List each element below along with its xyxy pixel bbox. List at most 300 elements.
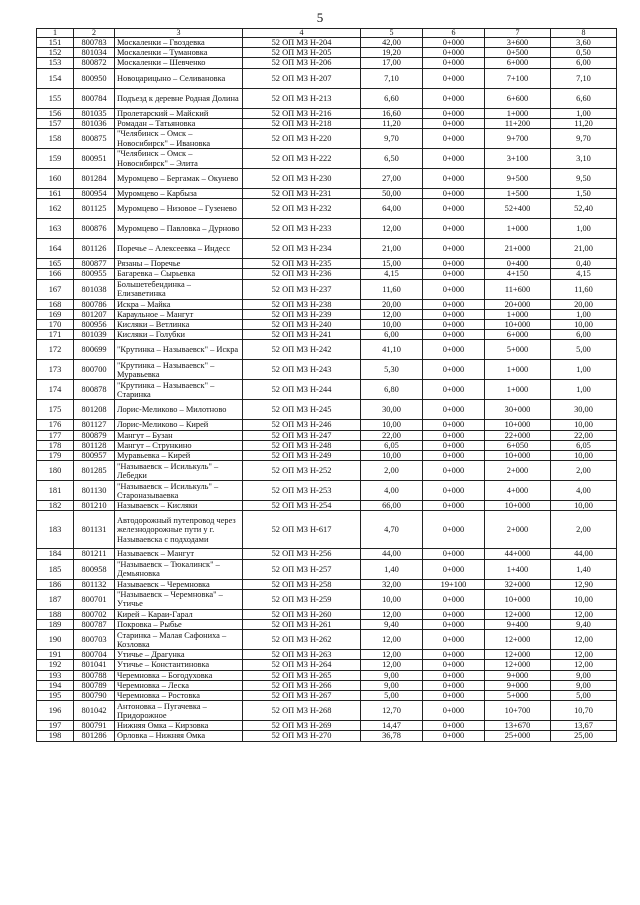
road-name: Пролетарский – Майский (115, 108, 243, 118)
column-number: 8 (551, 29, 617, 38)
start-km: 0+000 (423, 650, 485, 660)
row-number: 193 (37, 670, 74, 680)
road-code: 800791 (74, 721, 115, 731)
start-km: 19+100 (423, 579, 485, 589)
road-code: 800787 (74, 620, 115, 630)
start-km: 0+000 (423, 721, 485, 731)
section-length: 3,60 (551, 38, 617, 48)
section-length: 30,00 (551, 400, 617, 420)
row-number: 179 (37, 451, 74, 461)
road-length: 5,00 (361, 691, 423, 701)
road-id: 52 ОП МЗ Н-249 (243, 451, 361, 461)
section-length: 2,00 (551, 461, 617, 481)
section-length: 22,00 (551, 430, 617, 440)
end-km: 2+000 (485, 461, 551, 481)
section-length: 10,00 (551, 320, 617, 330)
section-length: 12,00 (551, 660, 617, 670)
road-id: 52 ОП МЗ Н-231 (243, 189, 361, 199)
row-number: 194 (37, 680, 74, 690)
road-length: 12,70 (361, 701, 423, 721)
road-id: 52 ОП МЗ Н-213 (243, 88, 361, 108)
road-id: 52 ОП МЗ Н-222 (243, 149, 361, 169)
page-number: 5 (316, 10, 324, 25)
start-km: 0+000 (423, 380, 485, 400)
start-km: 0+000 (423, 108, 485, 118)
road-length: 6,50 (361, 149, 423, 169)
start-km: 0+000 (423, 118, 485, 128)
road-length: 4,00 (361, 481, 423, 501)
end-km: 3+100 (485, 149, 551, 169)
road-id: 52 ОП МЗ Н-265 (243, 670, 361, 680)
road-name: Черемновка – Ростовка (115, 691, 243, 701)
table-row (37, 511, 617, 549)
table-row (37, 68, 617, 88)
road-name: Кирей – Караи-Гарал (115, 609, 243, 619)
end-km: 10+000 (485, 320, 551, 330)
road-code: 800784 (74, 88, 115, 108)
road-id: 52 ОП МЗ Н-244 (243, 380, 361, 400)
road-name: Покровка – Рыбье (115, 620, 243, 630)
road-length: 9,00 (361, 680, 423, 690)
road-length: 7,10 (361, 68, 423, 88)
road-length: 10,00 (361, 451, 423, 461)
road-code: 801131 (74, 511, 115, 549)
road-name: Ромадан – Татьяновка (115, 118, 243, 128)
road-code: 800958 (74, 559, 115, 579)
start-km: 0+000 (423, 239, 485, 259)
end-km: 4+000 (485, 481, 551, 501)
road-length: 32,00 (361, 579, 423, 589)
road-name: Антоновка – Пугачевка – Придорожное (115, 701, 243, 721)
end-km: 25+000 (485, 731, 551, 741)
end-km: 1+500 (485, 189, 551, 199)
road-name: Муромцево – Бергамак – Окунево (115, 169, 243, 189)
section-length: 10,00 (551, 501, 617, 511)
table-row (37, 58, 617, 68)
road-id: 52 ОП МЗ Н-232 (243, 199, 361, 219)
road-code: 800699 (74, 340, 115, 360)
road-id: 52 ОП МЗ Н-266 (243, 680, 361, 690)
section-length: 1,00 (551, 108, 617, 118)
start-km: 0+000 (423, 461, 485, 481)
row-number: 185 (37, 559, 74, 579)
end-km: 10+000 (485, 451, 551, 461)
table-row (37, 38, 617, 48)
end-km: 10+000 (485, 589, 551, 609)
start-km: 0+000 (423, 189, 485, 199)
section-length: 12,00 (551, 630, 617, 650)
road-id: 52 ОП МЗ Н-247 (243, 430, 361, 440)
section-length: 9,70 (551, 129, 617, 149)
road-name: "Называевск – Черемновка" – Утичье (115, 589, 243, 609)
road-name: Искра – Майка (115, 299, 243, 309)
road-code: 801128 (74, 440, 115, 450)
row-number: 159 (37, 149, 74, 169)
end-km: 9+700 (485, 129, 551, 149)
road-id: 52 ОП МЗ Н-205 (243, 48, 361, 58)
road-name: Подъезд к деревне Родная Долина (115, 88, 243, 108)
road-length: 9,00 (361, 670, 423, 680)
road-code: 800872 (74, 58, 115, 68)
road-id: 52 ОП МЗ Н-261 (243, 620, 361, 630)
road-length: 12,00 (361, 219, 423, 239)
end-km: 1+000 (485, 219, 551, 239)
road-length: 15,00 (361, 259, 423, 269)
row-number: 173 (37, 360, 74, 380)
start-km: 0+000 (423, 420, 485, 430)
road-name: Муромцево – Карбыза (115, 189, 243, 199)
column-number: 2 (74, 29, 115, 38)
road-code: 800877 (74, 259, 115, 269)
section-length: 5,00 (551, 691, 617, 701)
road-length: 27,00 (361, 169, 423, 189)
road-name: Лорис-Меликово – Милотново (115, 400, 243, 420)
row-number: 182 (37, 501, 74, 511)
end-km: 0+500 (485, 48, 551, 58)
road-code: 800700 (74, 360, 115, 380)
row-number: 152 (37, 48, 74, 58)
table-row (37, 269, 617, 279)
row-number: 169 (37, 309, 74, 319)
row-number: 167 (37, 279, 74, 299)
row-number: 183 (37, 511, 74, 549)
section-length: 21,00 (551, 239, 617, 259)
road-id: 52 ОП МЗ Н-218 (243, 118, 361, 128)
row-number: 165 (37, 259, 74, 269)
start-km: 0+000 (423, 320, 485, 330)
start-km: 0+000 (423, 549, 485, 559)
road-id: 52 ОП МЗ Н-241 (243, 330, 361, 340)
section-length: 12,90 (551, 579, 617, 589)
road-id: 52 ОП МЗ Н-267 (243, 691, 361, 701)
road-length: 10,00 (361, 420, 423, 430)
row-number: 190 (37, 630, 74, 650)
road-name: Мангут – Стрункино (115, 440, 243, 450)
start-km: 0+000 (423, 68, 485, 88)
table-row (37, 670, 617, 680)
road-length: 9,70 (361, 129, 423, 149)
table-row (37, 721, 617, 731)
start-km: 0+000 (423, 660, 485, 670)
section-length: 1,00 (551, 219, 617, 239)
end-km: 3+600 (485, 38, 551, 48)
road-length: 20,00 (361, 299, 423, 309)
start-km: 0+000 (423, 309, 485, 319)
road-id: 52 ОП МЗ Н-237 (243, 279, 361, 299)
table-row (37, 420, 617, 430)
row-number: 177 (37, 430, 74, 440)
start-km: 0+000 (423, 58, 485, 68)
table-row (37, 400, 617, 420)
end-km: 12+000 (485, 630, 551, 650)
column-number: 7 (485, 29, 551, 38)
row-number: 164 (37, 239, 74, 259)
road-code: 800703 (74, 630, 115, 650)
start-km: 0+000 (423, 38, 485, 48)
table-row (37, 330, 617, 340)
table-row (37, 680, 617, 690)
road-code: 800790 (74, 691, 115, 701)
end-km: 52+400 (485, 199, 551, 219)
road-name: Кисляки – Ветлинка (115, 320, 243, 330)
start-km: 0+000 (423, 400, 485, 420)
road-length: 44,00 (361, 549, 423, 559)
road-name: Черемновка – Леска (115, 680, 243, 690)
section-length: 13,67 (551, 721, 617, 731)
table-row (37, 129, 617, 149)
section-length: 44,00 (551, 549, 617, 559)
end-km: 12+000 (485, 660, 551, 670)
road-length: 5,30 (361, 360, 423, 380)
road-length: 12,00 (361, 609, 423, 619)
road-name: "Крутинка – Называевск" – Искра (115, 340, 243, 360)
table-row (37, 430, 617, 440)
table-row (37, 549, 617, 559)
road-length: 2,00 (361, 461, 423, 481)
road-code: 801039 (74, 330, 115, 340)
column-number: 6 (423, 29, 485, 38)
end-km: 44+000 (485, 549, 551, 559)
road-code: 801127 (74, 420, 115, 430)
row-number: 154 (37, 68, 74, 88)
end-km: 9+000 (485, 670, 551, 680)
start-km: 0+000 (423, 481, 485, 501)
road-code: 800955 (74, 269, 115, 279)
road-length: 64,00 (361, 199, 423, 219)
road-code: 800951 (74, 149, 115, 169)
start-km: 0+000 (423, 680, 485, 690)
road-name: Новоцарицыно – Селивановка (115, 68, 243, 88)
row-number: 172 (37, 340, 74, 360)
table-row (37, 481, 617, 501)
end-km: 4+150 (485, 269, 551, 279)
road-id: 52 ОП МЗ Н-253 (243, 481, 361, 501)
row-number: 184 (37, 549, 74, 559)
start-km: 0+000 (423, 199, 485, 219)
table-row (37, 340, 617, 360)
road-code: 801126 (74, 239, 115, 259)
start-km: 0+000 (423, 731, 485, 741)
road-length: 12,00 (361, 630, 423, 650)
road-name: "Называевск – Исилькуль" – Староназываевка (115, 481, 243, 501)
road-name: Рязаны – Поречье (115, 259, 243, 269)
road-name: Черемновка – Богодуховка (115, 670, 243, 680)
road-name: Муравьевка – Кирей (115, 451, 243, 461)
road-code: 801042 (74, 701, 115, 721)
road-name: Кисляки – Голубки (115, 330, 243, 340)
row-number: 180 (37, 461, 74, 481)
end-km: 1+000 (485, 309, 551, 319)
road-code: 801132 (74, 579, 115, 589)
roads-table (36, 28, 617, 742)
table-row (37, 451, 617, 461)
start-km: 0+000 (423, 340, 485, 360)
section-length: 25,00 (551, 731, 617, 741)
section-length: 10,00 (551, 451, 617, 461)
end-km: 21+000 (485, 239, 551, 259)
column-number: 5 (361, 29, 423, 38)
road-length: 14,47 (361, 721, 423, 731)
start-km: 0+000 (423, 609, 485, 619)
end-km: 7+100 (485, 68, 551, 88)
road-code: 800701 (74, 589, 115, 609)
road-code: 800876 (74, 219, 115, 239)
end-km: 6+000 (485, 330, 551, 340)
road-id: 52 ОП МЗ Н-238 (243, 299, 361, 309)
table-row (37, 299, 617, 309)
table-row (37, 501, 617, 511)
end-km: 1+000 (485, 380, 551, 400)
start-km: 0+000 (423, 701, 485, 721)
table-row (37, 660, 617, 670)
road-id: 52 ОП МЗ Н-263 (243, 650, 361, 660)
table-row (37, 259, 617, 269)
section-length: 0,50 (551, 48, 617, 58)
road-code: 800954 (74, 189, 115, 199)
road-name: Старинка – Малая Сафониха – Козловка (115, 630, 243, 650)
end-km: 1+000 (485, 108, 551, 118)
road-code: 801125 (74, 199, 115, 219)
section-length: 9,40 (551, 620, 617, 630)
road-name: Поречье – Алексеевка – Индесс (115, 239, 243, 259)
section-length: 1,40 (551, 559, 617, 579)
start-km: 0+000 (423, 451, 485, 461)
table-row (37, 118, 617, 128)
end-km: 2+000 (485, 511, 551, 549)
road-code: 800702 (74, 609, 115, 619)
section-length: 12,00 (551, 650, 617, 660)
road-code: 800783 (74, 38, 115, 48)
section-length: 10,00 (551, 589, 617, 609)
row-number: 189 (37, 620, 74, 630)
road-name: Москаленки – Тумановка (115, 48, 243, 58)
road-id: 52 ОП МЗ Н-233 (243, 219, 361, 239)
section-length: 1,50 (551, 189, 617, 199)
road-name: Называевск – Черемновка (115, 579, 243, 589)
end-km: 6+050 (485, 440, 551, 450)
table-row (37, 620, 617, 630)
road-length: 12,00 (361, 650, 423, 660)
row-number: 191 (37, 650, 74, 660)
row-number: 151 (37, 38, 74, 48)
road-length: 10,00 (361, 589, 423, 609)
row-number: 186 (37, 579, 74, 589)
end-km: 9+500 (485, 169, 551, 189)
road-id: 52 ОП МЗ Н-246 (243, 420, 361, 430)
road-name: Утичье – Драгунка (115, 650, 243, 660)
end-km: 30+000 (485, 400, 551, 420)
row-number: 166 (37, 269, 74, 279)
row-number: 176 (37, 420, 74, 430)
section-length: 0,40 (551, 259, 617, 269)
road-name: Утичье – Константиновка (115, 660, 243, 670)
road-length: 6,80 (361, 380, 423, 400)
road-length: 9,40 (361, 620, 423, 630)
road-id: 52 ОП МЗ Н-235 (243, 259, 361, 269)
end-km: 20+000 (485, 299, 551, 309)
road-id: 52 ОП МЗ Н-236 (243, 269, 361, 279)
road-length: 22,00 (361, 430, 423, 440)
column-number: 4 (243, 29, 361, 38)
table-row (37, 279, 617, 299)
table-row (37, 701, 617, 721)
column-number: 3 (115, 29, 243, 38)
road-id: 52 ОП МЗ Н-248 (243, 440, 361, 450)
table-row (37, 309, 617, 319)
table-row (37, 630, 617, 650)
section-length: 7,10 (551, 68, 617, 88)
end-km: 12+000 (485, 609, 551, 619)
road-length: 10,00 (361, 320, 423, 330)
road-code: 800875 (74, 129, 115, 149)
road-length: 4,70 (361, 511, 423, 549)
end-km: 10+700 (485, 701, 551, 721)
road-name: "Крутинка – Называевск" – Старинка (115, 380, 243, 400)
end-km: 10+000 (485, 501, 551, 511)
end-km: 11+600 (485, 279, 551, 299)
road-id: 52 ОП МЗ Н-243 (243, 360, 361, 380)
road-id: 52 ОП МЗ Н-234 (243, 239, 361, 259)
table-row (37, 461, 617, 481)
row-number: 158 (37, 129, 74, 149)
road-id: 52 ОП МЗ Н-204 (243, 38, 361, 48)
row-number: 196 (37, 701, 74, 721)
road-length: 36,78 (361, 731, 423, 741)
end-km: 22+000 (485, 430, 551, 440)
table-row (37, 149, 617, 169)
start-km: 0+000 (423, 511, 485, 549)
section-length: 9,50 (551, 169, 617, 189)
road-length: 16,60 (361, 108, 423, 118)
road-length: 6,05 (361, 440, 423, 450)
row-number: 197 (37, 721, 74, 731)
road-id: 52 ОП МЗ Н-260 (243, 609, 361, 619)
row-number: 174 (37, 380, 74, 400)
section-length: 3,10 (551, 149, 617, 169)
section-length: 10,00 (551, 420, 617, 430)
end-km: 6+000 (485, 58, 551, 68)
road-id: 52 ОП МЗ Н-259 (243, 589, 361, 609)
end-km: 5+000 (485, 691, 551, 701)
row-number: 162 (37, 199, 74, 219)
end-km: 10+000 (485, 420, 551, 430)
section-length: 5,00 (551, 340, 617, 360)
road-name: "Называевск – Исилькуль" – Лебедки (115, 461, 243, 481)
road-code: 801041 (74, 660, 115, 670)
start-km: 0+000 (423, 129, 485, 149)
road-length: 41,10 (361, 340, 423, 360)
table-row (37, 239, 617, 259)
start-km: 0+000 (423, 360, 485, 380)
road-id: 52 ОП МЗ Н-216 (243, 108, 361, 118)
row-number: 153 (37, 58, 74, 68)
section-length: 1,00 (551, 309, 617, 319)
road-code: 800879 (74, 430, 115, 440)
row-number: 155 (37, 88, 74, 108)
row-number: 161 (37, 189, 74, 199)
road-id: 52 ОП МЗ Н-245 (243, 400, 361, 420)
road-length: 19,20 (361, 48, 423, 58)
road-name: Багаревка – Сырьевка (115, 269, 243, 279)
road-length: 6,00 (361, 330, 423, 340)
table-row (37, 108, 617, 118)
road-code: 801034 (74, 48, 115, 58)
section-length: 10,70 (551, 701, 617, 721)
table-row (37, 48, 617, 58)
row-number: 168 (37, 299, 74, 309)
section-length: 1,00 (551, 360, 617, 380)
row-number: 195 (37, 691, 74, 701)
